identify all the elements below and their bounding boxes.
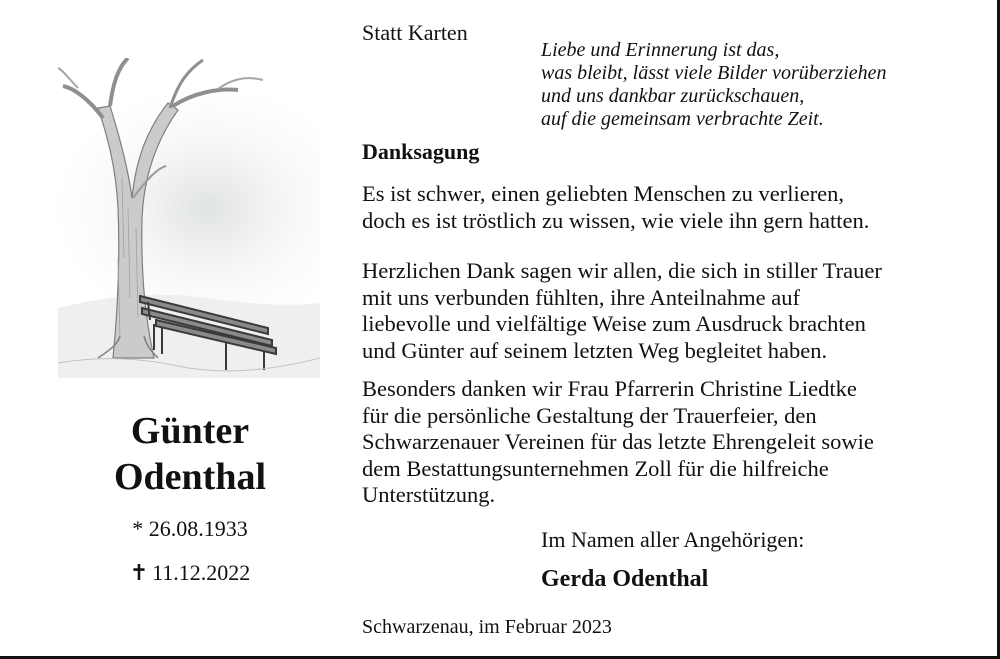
- text-line: Besonders danken wir Frau Pfarrerin Christine Liedtke: [362, 376, 857, 401]
- text-line: Schwarzenauer Vereinen für das letzte Ehrengeleit sowie: [362, 429, 874, 454]
- deceased-last-name: Odenthal: [113, 456, 267, 498]
- poem-line: und uns dankbar zurückschauen,: [541, 85, 805, 107]
- text-line: Es ist schwer, einen geliebten Menschen zu verlieren,: [362, 181, 845, 206]
- death-date-line: [60, 560, 320, 586]
- text-line: für die persönliche Gestaltung der Trauerfeier, den: [362, 402, 817, 428]
- text-line: mit uns verbunden fühlten, ihre Anteilnahme auf: [362, 284, 801, 310]
- memorial-poem: [541, 39, 887, 131]
- text-line: liebevolle und vielfältige Weise zum Ausdruck brachten: [362, 311, 866, 336]
- paragraph-1: [362, 181, 869, 234]
- paragraph-3: [362, 376, 874, 509]
- danksagung-heading: Danksagung: [362, 139, 480, 164]
- text-line: und Günter auf seinem letzten Weg begleitet haben.: [362, 337, 828, 363]
- text-line: Unterstützung.: [362, 482, 496, 507]
- text-line: doch es ist tröstlich zu wissen, wie viele ihn gern hatten.: [362, 207, 870, 233]
- closing-line: Im Namen aller Angehörigen:: [541, 527, 805, 552]
- poem-line: Liebe und Erinnerung ist das,: [541, 39, 780, 61]
- poem-line: was bleibt, lässt viele Bilder vorüberziehen: [541, 62, 887, 84]
- signer-name: Gerda Odenthal: [541, 566, 709, 592]
- birth-date: * 26.08.1933: [132, 516, 248, 541]
- statt-karten-label: Statt Karten: [362, 20, 468, 45]
- tree-bench-illustration: [58, 58, 320, 378]
- cross-icon: ✝: [129, 560, 149, 585]
- poem-line: auf die gemeinsam verbrachte Zeit.: [541, 108, 824, 130]
- death-date: 11.12.2022: [152, 560, 251, 585]
- text-line: Herzlichen Dank sagen wir allen, die sich in stiller Trauer: [362, 258, 882, 283]
- paragraph-2: [362, 258, 882, 364]
- deceased-first-name: Günter: [130, 410, 250, 452]
- text-line: dem Bestattungsunternehmen Zoll für die hilfreiche: [362, 455, 829, 481]
- place-date: Schwarzenau, im Februar 2023: [362, 616, 612, 638]
